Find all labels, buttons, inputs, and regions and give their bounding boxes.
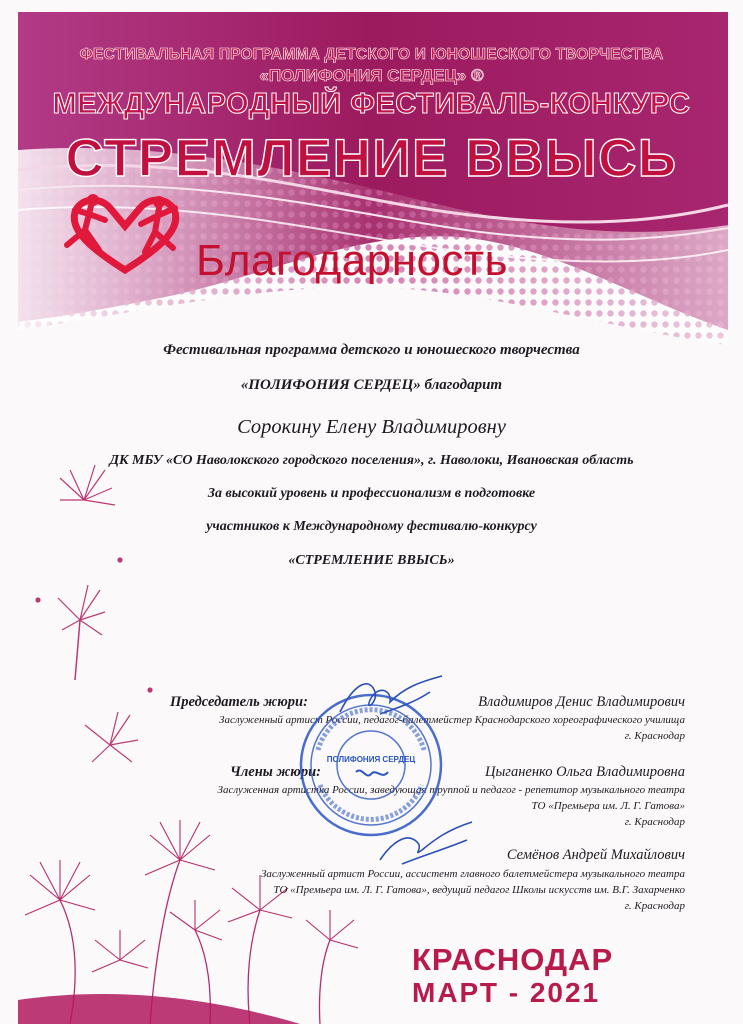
footer-city: КРАСНОДАР xyxy=(412,942,614,977)
header-brand-line: «ПОЛИФОНИЯ СЕРДЕЦ» ® xyxy=(259,66,484,85)
certificate-title: Благодарность xyxy=(196,236,509,285)
festival-logo-icon xyxy=(55,190,195,280)
chair-label: Председатель жюри: xyxy=(170,694,308,710)
body-line-program: Фестивальная программа детского и юношеского творчества xyxy=(163,342,580,358)
recipient-name: Сорокину Елену Владимировну xyxy=(237,416,506,438)
reason-line-1: За высокий уровень и профессионализм в подготовке xyxy=(207,486,536,501)
header-festival-line: МЕЖДУНАРОДНЫЙ ФЕСТИВАЛЬ-КОНКУРС xyxy=(52,88,691,120)
member2-name: Семёнов Андрей Михайлович xyxy=(506,847,685,863)
member2-theatre: ТО «Премьера им. Л. Г. Гатова», ведущий педагог Школы искусств им. В.Г. Захарченко xyxy=(273,884,685,896)
chair-description: Заслуженный артист России, педагог-балетмейстер Краснодарского хореографического училища xyxy=(219,714,685,726)
member1-description: Заслуженная артистка России, заведующая труппой и педагог - репетитор музыкального театра xyxy=(217,784,685,796)
member1-theatre: ТО «Премьера им. Л. Г. Гатова» xyxy=(531,800,685,812)
chair-city: г. Краснодар xyxy=(624,730,685,742)
header-contest-title: СТРЕМЛЕНИЕ ВВЫСЬ xyxy=(65,129,678,188)
member2-description: Заслуженный артист России, ассистент главного балетмейстера музыкального театра xyxy=(260,868,685,880)
member1-city: г. Краснодар xyxy=(624,816,685,828)
contest-name: «СТРЕМЛЕНИЕ ВВЫСЬ» xyxy=(288,553,455,568)
chair-name: Владимиров Денис Владимирович xyxy=(478,694,685,710)
reason-line-2: участников к Международному фестивалю-конкурсу xyxy=(206,519,537,534)
body-line-thanks: «ПОЛИФОНИЯ СЕРДЕЦ» благодарит xyxy=(240,377,503,393)
recipient-organization: ДК МБУ «СО Наволокского городского поселения», г. Наволоки, Ивановская область xyxy=(109,453,634,468)
chair-signature xyxy=(330,672,450,732)
members-label: Члены жюри: xyxy=(230,764,321,780)
member-signature xyxy=(372,812,482,872)
member1-name: Цыганенко Ольга Владимировна xyxy=(485,764,685,780)
header-program-line: ФЕСТИВАЛЬНАЯ ПРОГРАММА ДЕТСКОГО И ЮНОШЕСКОГО ТВОРЧЕСТВА xyxy=(79,46,664,63)
footer-date: МАРТ - 2021 xyxy=(412,977,601,1008)
stamp-text: ПОЛИФОНИЯ СЕРДЕЦ xyxy=(326,755,416,764)
member2-city: г. Краснодар xyxy=(624,900,685,912)
